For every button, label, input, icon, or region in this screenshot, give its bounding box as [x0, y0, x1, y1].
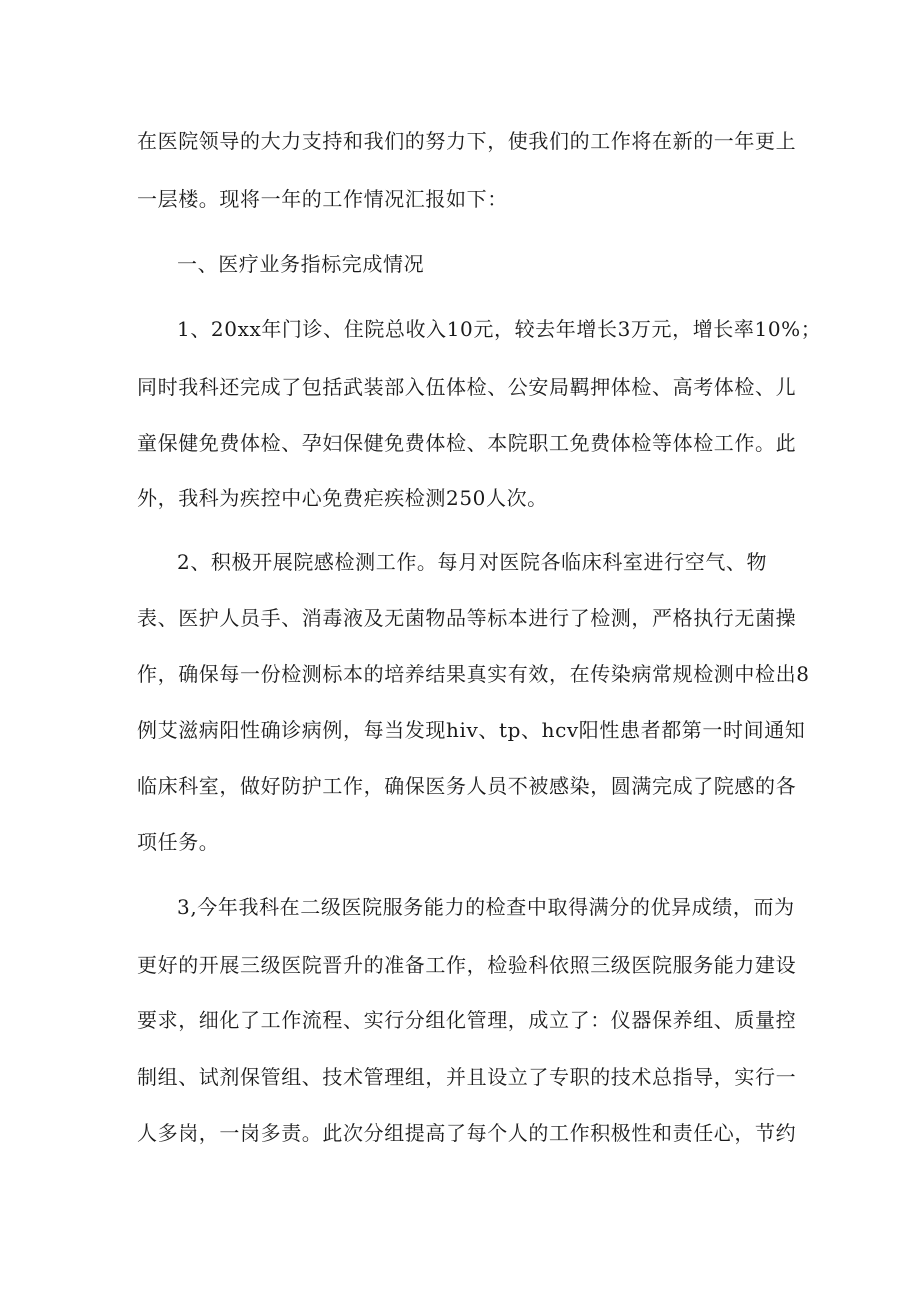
item-1-line-3: 童保健免费体检、孕妇保健免费体检、本院职工免费体检等体检工作。此 [137, 431, 797, 455]
item-2-line-3: 作，确保每一份检测标本的培养结果真实有效，在传染病常规检测中检出8 [137, 662, 810, 686]
section-heading: 一、医疗业务指标完成情况 [177, 252, 425, 276]
item-3-line-3: 要求，细化了工作流程、实行分组化管理，成立了：仪器保养组、质量控 [137, 1008, 797, 1032]
item-1-line-2: 同时我科还完成了包括武装部入伍体检、公安局羁押体检、高考体检、儿 [137, 375, 797, 399]
intro-line-2: 一层楼。现将一年的工作情况汇报如下： [137, 187, 508, 211]
item-1-line-4: 外，我科为疾控中心免费疟疾检测250人次。 [137, 486, 548, 510]
item-3-line-4: 制组、试剂保管组、技术管理组，并且设立了专职的技术总指导，实行一 [137, 1065, 797, 1089]
item-2-line-4: 例艾滋病阳性确诊病例，每当发现hiv、tp、hcv阳性患者都第一时间通知 [137, 718, 806, 742]
item-2-line-5: 临床科室，做好防护工作，确保医务人员不被感染，圆满完成了院感的各 [137, 774, 797, 798]
item-3-line-1: 3,今年我科在二级医院服务能力的检查中取得满分的优异成绩，而为 [177, 895, 795, 919]
item-3-line-5: 人多岗，一岗多责。此次分组提高了每个人的工作积极性和责任心，节约 [137, 1121, 797, 1145]
item-2-line-2: 表、医护人员手、消毒液及无菌物品等标本进行了检测，严格执行无菌操 [137, 606, 797, 630]
item-2-line-1: 2、积极开展院感检测工作。每月对医院各临床科室进行空气、物 [177, 550, 768, 574]
intro-line-1: 在医院领导的大力支持和我们的努力下，使我们的工作将在新的一年更上 [137, 129, 797, 153]
item-2-line-6: 项任务。 [137, 830, 220, 854]
item-3-line-2: 更好的开展三级医院晋升的准备工作，检验科依照三级医院服务能力建设 [137, 953, 797, 977]
item-1-line-1: 1、20xx年门诊、住院总收入10元，较去年增长3万元，增长率10%； [177, 317, 822, 341]
